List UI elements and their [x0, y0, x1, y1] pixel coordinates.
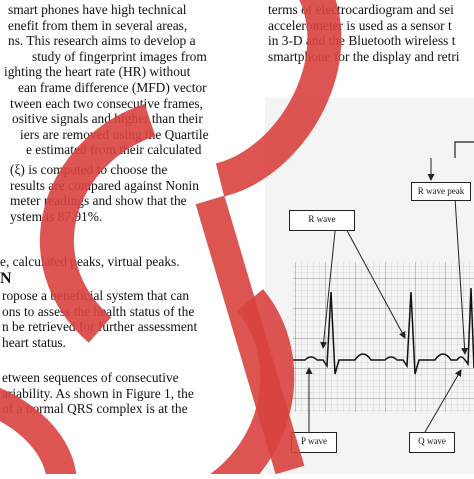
- body-line: tween each two consecutive frames,: [10, 95, 203, 111]
- body-line: ighting the heart rate (HR) without: [4, 64, 191, 80]
- body-line: ean frame difference (MFD) vector: [18, 79, 207, 95]
- ecg-grid: [293, 262, 474, 412]
- section-heading: N: [0, 269, 12, 287]
- label-r-wave-peak: R wave peak: [411, 182, 471, 201]
- body-line: meter readings and show that the: [10, 193, 187, 209]
- body-line: ositive signals and higher than their: [12, 111, 203, 127]
- body-line: ns. This research aims to develop a: [8, 33, 196, 49]
- body-line: terms of electrocardiogram and sei: [268, 2, 454, 17]
- left-text-column: [0, 0, 236, 417]
- body-line: in 3-D and the Bluetooth wireless t: [268, 33, 456, 49]
- body-line: of a normal QRS complex is at the: [2, 401, 188, 417]
- label-q-wave: Q wave: [409, 432, 455, 453]
- ecg-diagram: [265, 98, 474, 474]
- body-line: results are compared against Nonin: [10, 177, 199, 193]
- body-line: iers are removed using the Quartile: [20, 126, 209, 142]
- intro-line: heart status.: [2, 334, 66, 350]
- right-text-column: [268, 0, 474, 64]
- intro-line: ropose a beneficial system that can: [2, 287, 190, 303]
- body-line: accelerometer is used as a sensor t: [268, 17, 452, 33]
- ecg-figure: [265, 98, 474, 474]
- bracket-arrow: [455, 142, 474, 158]
- body-line: ystem is 87.91%.: [10, 208, 103, 224]
- body-line: smart phones have high technical: [8, 2, 187, 17]
- body-line: (ξ) is computed to choose the: [10, 161, 168, 177]
- body-line: study of fingerprint images from: [32, 48, 207, 64]
- keywords-line: e, calculated peaks, virtual peaks.: [0, 254, 180, 270]
- body-line: smartphone for the display and retri: [268, 48, 460, 64]
- body-line: e estimated from their calculated: [26, 142, 202, 158]
- label-p-wave: P wave: [291, 432, 337, 453]
- body-line: etween sequences of consecutive: [2, 370, 179, 386]
- body-line: enefit from them in several areas,: [8, 17, 188, 33]
- intro-line: ons to assess the health status of the: [2, 303, 195, 319]
- body-line: ariability. As shown in Figure 1, the: [2, 385, 194, 401]
- label-r-wave: R wave: [289, 210, 355, 231]
- intro-line: n be retrieved for further assessment: [2, 319, 198, 335]
